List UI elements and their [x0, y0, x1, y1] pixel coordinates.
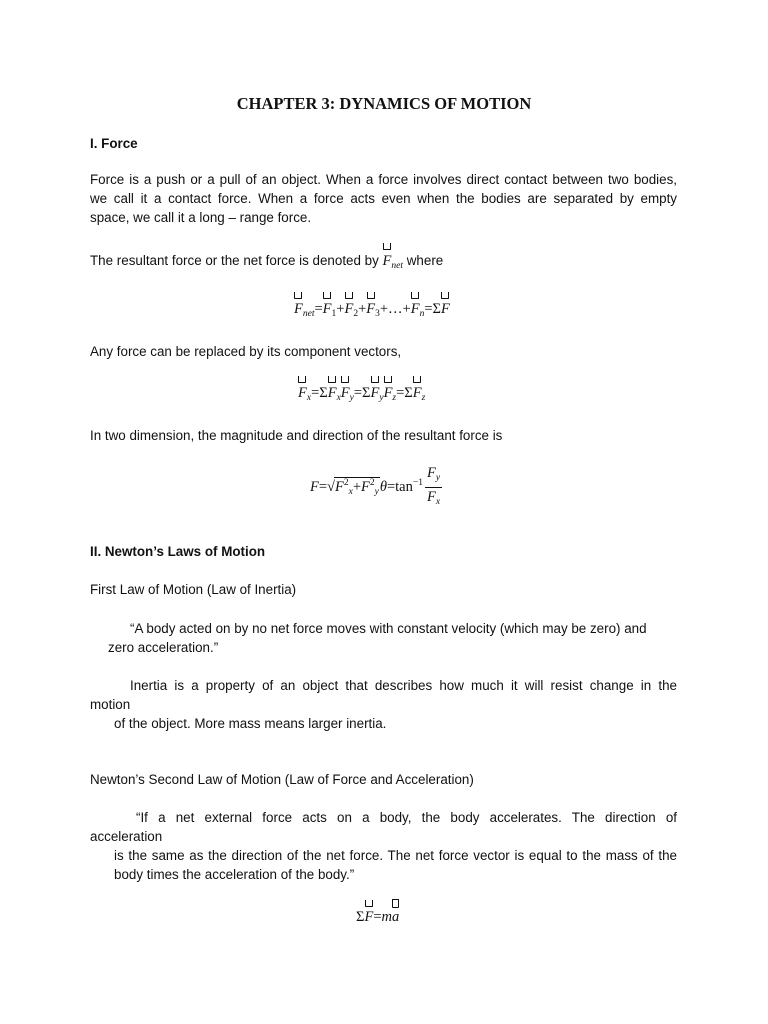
second-law-equation: ΣF=ma [356, 909, 400, 925]
section-heading-newtons-laws: II. Newton’s Laws of Motion [90, 544, 266, 559]
net-force-equation: $F_{net}=F_1+F_2+F_3+\dots+F_n=\Sigma F$ [294, 301, 450, 319]
two-dimension-intro: In two dimension, the magnitude and direction of the resultant force is [90, 428, 503, 443]
inertia-line-3: of the object. More mass means larger inertia. [114, 716, 387, 731]
second-law-quote-line-4: body times the acceleration of the body.” [114, 867, 355, 882]
f-net-symbol: $F_{net}$ [382, 253, 404, 271]
second-law-quote-line-1: “If a net external force acts on a body, the body accelerates. The direction of [136, 810, 677, 825]
section-heading-force: I. Force [90, 136, 138, 151]
second-law-quote-line-3: is the same as the direction of the net force. The net force vector is equal to the mass of the [114, 848, 677, 863]
first-law-quote-line-2: zero acceleration.” [108, 640, 219, 655]
first-law-title: First Law of Motion (Law of Inertia) [90, 582, 297, 597]
inertia-line-2: motion [90, 697, 131, 712]
second-law-quote-line-2: acceleration [90, 829, 163, 844]
inertia-line-1: Inertia is a property of an object that describes how much it will resist change in the [130, 678, 677, 693]
component-vectors-intro: Any force can be replaced by its component vectors, [90, 344, 402, 359]
component-equation: $F_x=\Sigma F_xF_y=\Sigma F_yF_z=\Sigma F_z$ [298, 385, 426, 403]
resultant-where-text: where [406, 253, 444, 268]
force-definition-line-2: we call it a contact force. When a force acts even when the bodies are separated by empty [90, 191, 677, 206]
force-definition-line-3: space, we call it a long – range force. [90, 210, 312, 225]
page-title: CHAPTER 3: DYNAMICS OF MOTION [236, 94, 532, 113]
force-definition-line-1: Force is a push or a pull of an object. When a force involves direct contact between two bodies, [90, 172, 677, 187]
resultant-intro-text: The resultant force or the net force is denoted by [90, 253, 379, 268]
magnitude-direction-equation: $F=√F^2_x+F^2_y\theta=\tan^{-1}$ $\frac{F_y}{F_x}$ [310, 465, 441, 507]
second-law-title: Newton’s Second Law of Motion (Law of Force and Acceleration) [90, 772, 474, 787]
resultant-force-sentence [90, 251, 443, 276]
first-law-quote-line-1: “A body acted on by no net force moves with constant velocity (which may be zero) and [130, 621, 647, 636]
